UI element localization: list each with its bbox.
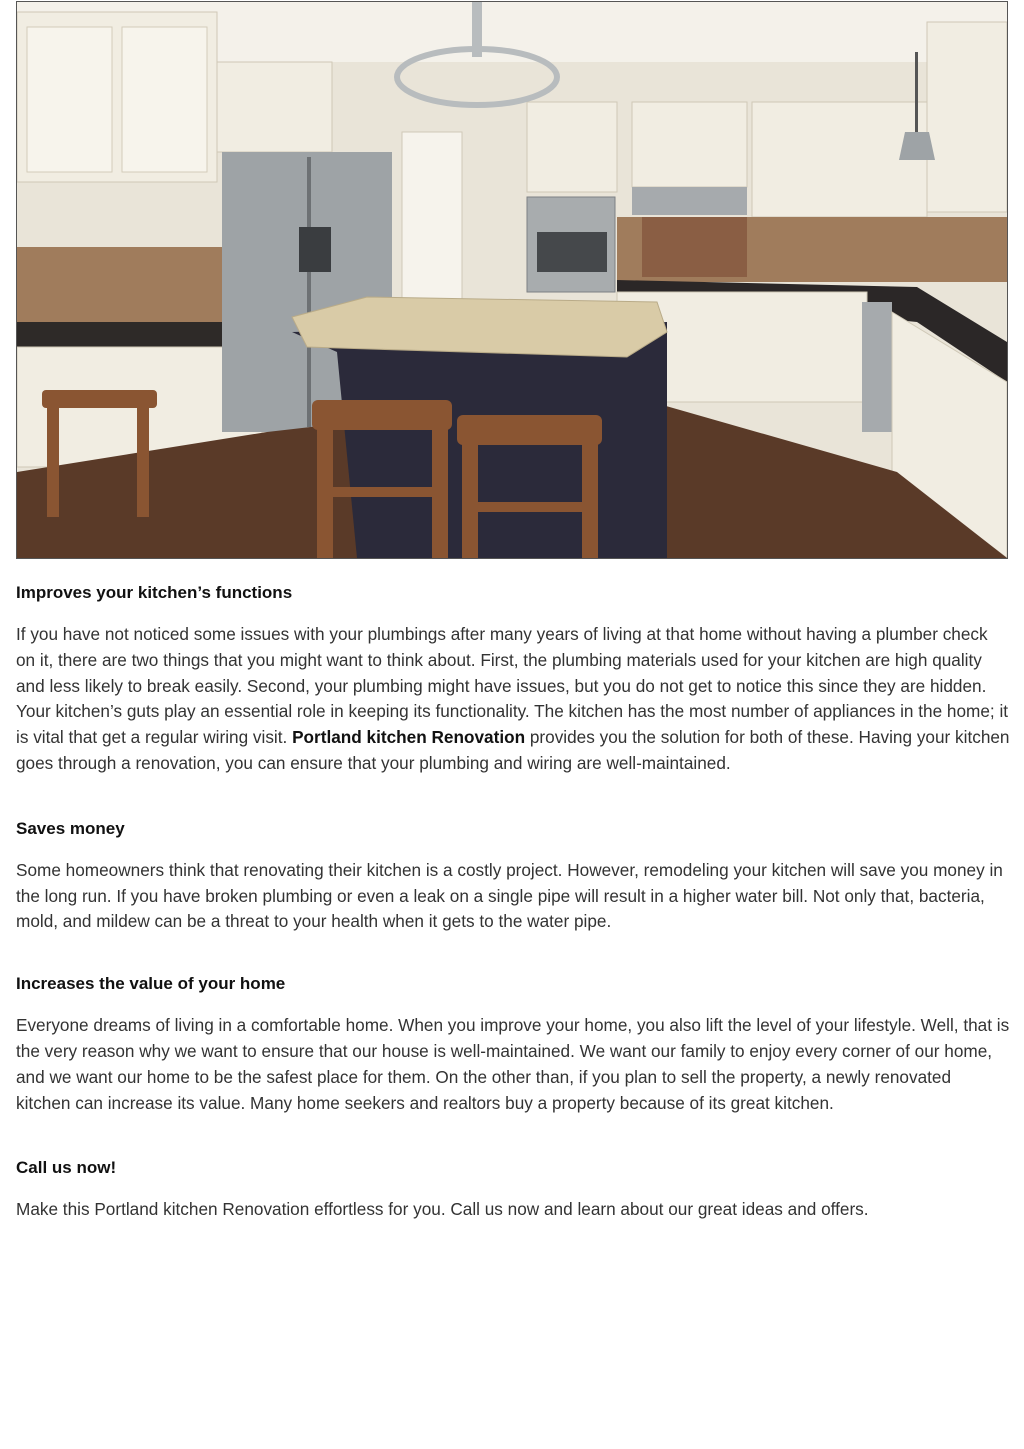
section-saves-money <box>16 818 1010 935</box>
kitchen-photo <box>16 1 1008 559</box>
article-body <box>16 582 1010 1264</box>
section-body <box>16 622 1010 777</box>
section-heading: Increases the value of your home <box>16 974 286 994</box>
section-heading: Improves your kitchen’s functions <box>16 583 293 602</box>
section-functions <box>16 582 1010 777</box>
body-text-part: If you have not noticed some issues with your plumbings after many years of living at that home without having a plumber check on it, there are two things that you might want to think about. First, the plumbing materials used for your kitchen are high quality and less likely to break easily. Second, your plumbing might have issues, but you do not get to notice this since they are hidden. Your kitchen’s guts play an essential role in keeping its functionality. The kitchen has the most number of appliances in the home; it is vital that get a regular wiring visit. <box>16 624 1009 748</box>
kitchen-illustration <box>17 2 1007 558</box>
section-heading: Saves money <box>16 818 125 838</box>
bold-business-name: Portland kitchen Renovation <box>292 727 526 748</box>
section-body: Some homeowners think that renovating their kitchen is a costly project. However, remodeling your kitchen will save you money in the long run. If you have broken plumbing or even a leak on a single pipe will result in a higher water bill. Not only that, bacteria, mold, and mildew can be a threat to your health when it gets to the water pipe. <box>16 859 1003 932</box>
body-text-part: provides you the solution for both of these. Having your kitchen goes through a renovation, you can ensure that your plumbing and wiring are well-maintained. <box>16 727 1010 773</box>
section-body: Everyone dreams of living in a comfortable home. When you improve your home, you also lift the level of your lifestyle. Well, that is the very reason why we want to ensure that our house is well-maintained. We want our family to enjoy every corner of our home, and we want our home to be the safest place for them. On the other than, if you plan to sell the property, a newly renovated kitchen can increase its value. Many home seekers and realtors buy a property because of its great kitchen. <box>16 1015 1010 1113</box>
section-call-us <box>16 1157 1010 1223</box>
section-heading: Call us now! <box>16 1158 117 1178</box>
section-body: Make this Portland kitchen Renovation effortless for you. Call us now and learn about our great ideas and offers. <box>16 1199 869 1220</box>
section-home-value <box>16 973 1010 1116</box>
